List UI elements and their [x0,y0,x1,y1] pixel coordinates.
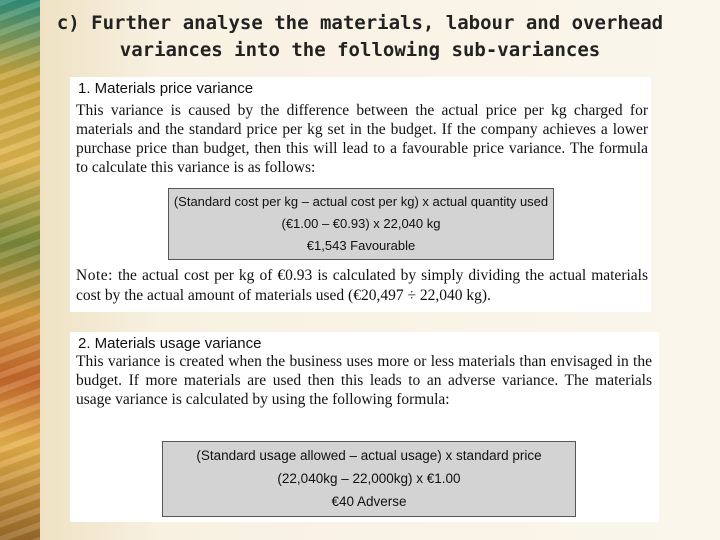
note-label: Note: [76,267,113,284]
decorative-banknote-strip [0,0,40,540]
formula-box [168,188,554,260]
slide-title-line1: c) Further analyse the materials, labour and overhead [56,12,664,34]
section-heading: 2. Materials usage variance [78,335,262,352]
materials-usage-variance-panel [70,332,659,522]
formula-box [162,441,576,517]
formula-result: €1,543 Favourable [306,238,416,253]
note-paragraph [76,266,648,306]
section-body: This variance is caused by the difference between the actual price per kg charged for materials and the standard price per kg set in the budget. If the company achieves a lower purchase price than budget, then this will lead to a favourable price variance. The formula to calculate this variance is as follows: [76,102,648,176]
formula-line: (22,040kg – 22,000kg) x €1.00 [277,471,461,486]
materials-price-variance-panel [70,77,651,312]
formula-line: (Standard cost per kg – actual cost per kg) x actual quantity used [173,194,549,209]
formula-line: (€1.00 – €0.93) x 22,040 kg [281,216,441,231]
slide-title-line2: variances into the following sub-variances [119,39,601,61]
section-body: This variance is created when the business uses more or less materials than envisaged in the budget. If more materials are used then this leads to an adverse variance. The materials usage variance is calculated by using the following formula: [76,353,652,408]
note-text: the actual cost per kg of €0.93 is calculated by simply dividing the actual materials cost by the actual amount of materials used (€20,497 ÷ 22,040 kg). [76,267,648,304]
formula-result: €40 Adverse [331,494,407,509]
slide-title [40,10,680,64]
section-heading: 1. Materials price variance [78,80,254,97]
formula-line: (Standard usage allowed – actual usage) x standard price [196,448,542,463]
